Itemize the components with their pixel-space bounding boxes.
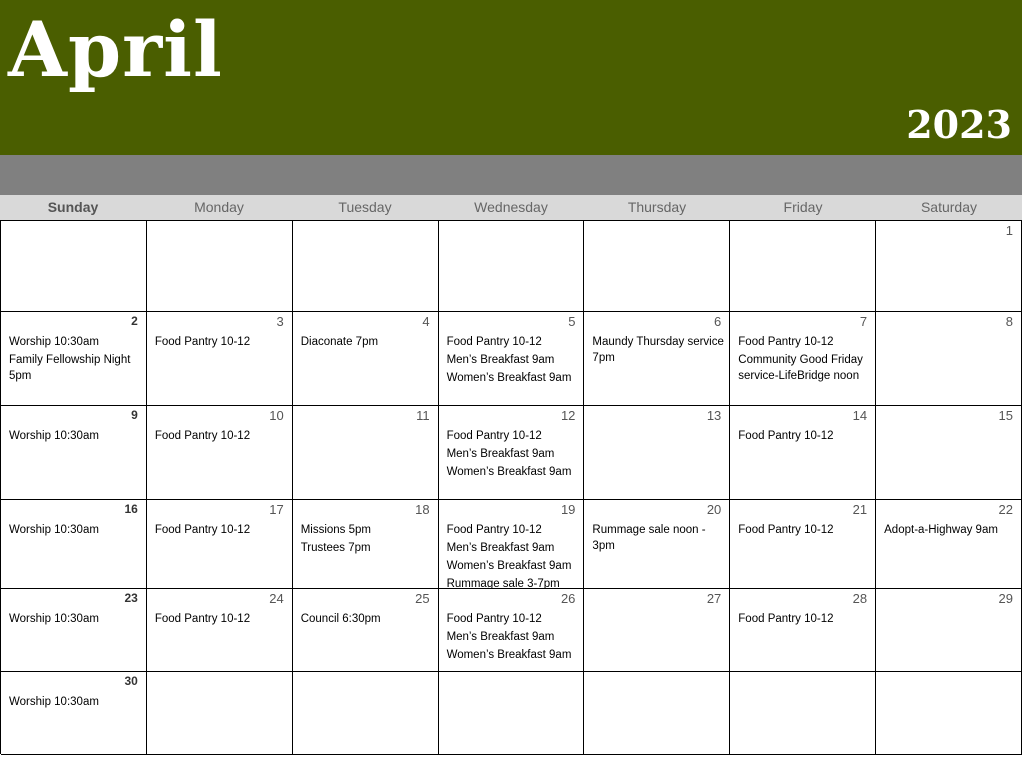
day-number: 5 — [568, 314, 576, 329]
event-list — [447, 334, 580, 388]
day-cell — [584, 500, 730, 589]
header-divider-bar — [0, 155, 1022, 195]
day-number: 14 — [852, 408, 868, 423]
day-cell — [439, 312, 585, 406]
event-list — [9, 334, 142, 386]
event-item: Food Pantry 10-12 — [154, 613, 251, 625]
event-list — [738, 522, 871, 540]
day-cell — [293, 312, 439, 406]
day-cell — [1, 589, 147, 672]
day-cell — [730, 221, 876, 312]
weekday-label-wednesday: Wednesday — [474, 199, 548, 215]
event-item: Women’s Breakfast 9am — [446, 372, 572, 384]
day-number: 21 — [852, 502, 868, 517]
day-cell — [584, 406, 730, 500]
event-list — [738, 428, 871, 446]
event-list — [155, 334, 288, 352]
day-number: 7 — [859, 314, 868, 329]
day-cell — [439, 221, 585, 312]
event-list — [155, 522, 288, 540]
day-cell — [730, 500, 876, 589]
event-list — [155, 428, 288, 446]
day-number: 3 — [276, 314, 284, 329]
event-item: Men’s Breakfast 9am — [446, 448, 555, 460]
day-cell — [1, 221, 147, 312]
day-number: 27 — [706, 591, 722, 606]
day-cell — [147, 672, 293, 755]
event-list — [738, 334, 871, 386]
event-list — [9, 611, 142, 629]
event-item: Food Pantry 10-12 — [154, 430, 251, 442]
day-cell — [293, 589, 439, 672]
day-cell — [584, 221, 730, 312]
event-list — [9, 428, 142, 446]
calendar-header — [0, 0, 1022, 155]
day-cell — [1, 500, 147, 589]
event-item: Food Pantry 10-12 — [446, 336, 542, 348]
day-cell — [876, 406, 1022, 500]
event-item: Trustees 7pm — [300, 542, 371, 554]
event-list — [301, 522, 434, 558]
day-number: 9 — [131, 408, 138, 422]
day-cell — [293, 221, 439, 312]
day-cell — [439, 672, 585, 755]
event-item: Worship 10:30am — [9, 613, 99, 625]
day-cell — [876, 500, 1022, 589]
event-item: Food Pantry 10-12 — [738, 430, 834, 442]
event-item: Rummage sale noon - 3pm — [592, 524, 706, 552]
day-cell — [876, 312, 1022, 406]
event-item: Family Fellowship Night 5pm — [9, 354, 131, 382]
weekday-label-tuesday: Tuesday — [338, 199, 392, 215]
day-cell — [439, 589, 585, 672]
day-number: 10 — [269, 408, 284, 423]
event-item: Worship 10:30am — [9, 524, 99, 536]
day-cell — [876, 672, 1022, 755]
day-cell — [876, 221, 1022, 312]
day-cell — [584, 589, 730, 672]
event-item: Food Pantry 10-12 — [154, 336, 251, 348]
event-item: Rummage sale 3-7pm — [446, 578, 560, 589]
calendar-grid — [0, 220, 1022, 754]
event-item: Men’s Breakfast 9am — [446, 631, 555, 643]
day-cell — [293, 406, 439, 500]
day-cell — [293, 500, 439, 589]
day-cell — [584, 672, 730, 755]
day-number: 8 — [1005, 314, 1013, 329]
event-item: Worship 10:30am — [9, 696, 99, 708]
event-item: Food Pantry 10-12 — [154, 524, 251, 536]
event-item: Missions 5pm — [300, 524, 372, 536]
event-list — [9, 694, 142, 712]
day-cell — [293, 672, 439, 755]
day-number: 1 — [1005, 223, 1013, 238]
day-number: 18 — [415, 502, 430, 517]
event-item: Women’s Breakfast 9am — [446, 560, 572, 572]
day-number: 24 — [269, 591, 284, 606]
event-item: Food Pantry 10-12 — [446, 524, 542, 536]
day-number: 25 — [415, 591, 430, 606]
day-number: 30 — [124, 674, 138, 688]
event-list — [447, 428, 580, 482]
event-item: Food Pantry 10-12 — [738, 336, 834, 348]
weekday-label-sunday: Sunday — [47, 199, 99, 215]
day-number: 13 — [706, 408, 722, 423]
day-number: 19 — [560, 502, 576, 517]
event-item: Men’s Breakfast 9am — [446, 354, 555, 366]
day-number: 2 — [131, 314, 138, 328]
day-cell — [147, 589, 293, 672]
month-title: April — [8, 5, 223, 94]
event-list — [155, 611, 288, 629]
weekday-label-friday: Friday — [783, 199, 823, 215]
event-item: Food Pantry 10-12 — [738, 524, 834, 536]
day-number: 29 — [998, 591, 1013, 606]
event-list — [9, 522, 142, 540]
event-item: Women’s Breakfast 9am — [446, 466, 572, 478]
day-number: 26 — [560, 591, 576, 606]
event-list — [447, 611, 580, 665]
event-item: Food Pantry 10-12 — [446, 613, 542, 625]
day-cell — [584, 312, 730, 406]
day-number: 11 — [416, 408, 430, 423]
event-list — [301, 611, 434, 629]
day-cell — [439, 500, 585, 589]
event-item: Worship 10:30am — [9, 336, 99, 348]
day-cell — [439, 406, 585, 500]
day-cell — [876, 589, 1022, 672]
year-title: 2023 — [906, 102, 1012, 147]
day-cell — [730, 312, 876, 406]
day-cell — [147, 312, 293, 406]
day-cell — [730, 672, 876, 755]
event-item: Council 6:30pm — [300, 613, 381, 625]
event-item: Food Pantry 10-12 — [446, 430, 542, 442]
day-cell — [147, 500, 293, 589]
day-number: 23 — [124, 591, 138, 605]
event-list — [592, 522, 725, 556]
event-item: Community Good Friday service-LifeBridge noon — [738, 354, 863, 382]
event-item: Women’s Breakfast 9am — [446, 649, 572, 661]
day-cell — [147, 221, 293, 312]
day-number: 15 — [998, 408, 1013, 423]
day-number: 20 — [706, 502, 722, 517]
event-list — [301, 334, 434, 352]
day-cell — [1, 312, 147, 406]
event-list — [884, 522, 1017, 540]
day-cell — [730, 406, 876, 500]
event-item: Diaconate 7pm — [300, 336, 379, 348]
event-item: Maundy Thursday service 7pm — [592, 336, 724, 364]
weekday-label-thursday: Thursday — [627, 199, 687, 215]
event-item: Worship 10:30am — [9, 430, 99, 442]
event-item: Adopt-a-Highway 9am — [884, 524, 998, 536]
day-cell — [147, 406, 293, 500]
event-list — [447, 522, 580, 589]
event-list — [738, 611, 871, 629]
day-number: 12 — [560, 408, 576, 423]
day-cell — [1, 672, 147, 755]
day-number: 17 — [269, 502, 284, 517]
day-number: 4 — [422, 314, 430, 329]
weekday-label-monday: Monday — [194, 199, 244, 215]
day-number: 28 — [852, 591, 868, 606]
event-item: Food Pantry 10-12 — [738, 613, 834, 625]
event-item: Men’s Breakfast 9am — [446, 542, 555, 554]
day-number: 16 — [124, 502, 138, 516]
weekday-header-row — [0, 195, 1022, 220]
day-cell — [1, 406, 147, 500]
day-number: 6 — [714, 314, 722, 329]
day-number: 22 — [998, 502, 1013, 517]
event-list — [592, 334, 725, 368]
day-cell — [730, 589, 876, 672]
weekday-label-saturday: Saturday — [920, 199, 978, 215]
